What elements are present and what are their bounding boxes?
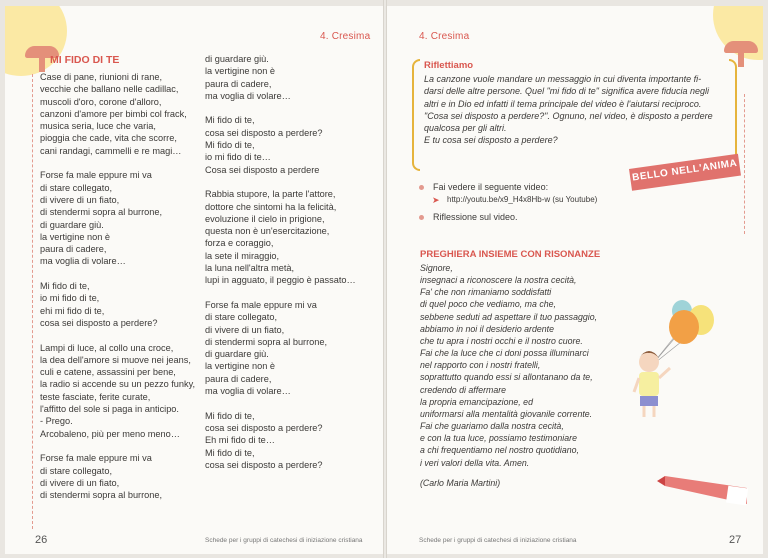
prayer-line: i veri valori della vita. Amen.: [420, 457, 530, 468]
balloons-icon: [651, 300, 714, 366]
prayer-title: PREGHIERA INSIEME CON RISONANZE: [420, 249, 601, 260]
lyric-line: evoluzione il cielo in prigione,: [205, 213, 325, 224]
lyric-line: pioggia che cade, vita che scorre,: [40, 133, 177, 144]
running-head: 4. Cresima: [419, 31, 470, 42]
lyric-line: muscoli d'oro, corone d'alloro,: [40, 96, 162, 107]
lyric-line: di stendermi sopra al burrone,: [40, 207, 163, 218]
prayer-line: di quel poco che vediamo, ma che,: [420, 299, 556, 310]
prayer-line: Fa' che non rimaniamo soddisfatti: [420, 287, 552, 298]
lyric-line: questa non è un'esercitazione,: [205, 226, 330, 237]
lyric-line: Mi fido di te,: [40, 281, 90, 292]
stanza: [40, 71, 210, 157]
lyric-line: cosa sei disposto a perdere?: [40, 317, 158, 328]
bullet-text: Riflessione sul video.: [433, 212, 518, 222]
lyric-line: di guardare giù.: [40, 219, 104, 230]
lyric-line: la vertigine non è: [40, 231, 110, 242]
dashed-margin-line: [32, 74, 33, 529]
lyric-line: la luna nell'altra metà,: [205, 263, 295, 274]
prayer-line: insegnaci a riconoscere la nostra cecità,: [420, 275, 577, 286]
prayer-line: abbiamo in noi il desiderio ardente: [420, 323, 554, 334]
lyric-line: di vivere di un fiato,: [40, 194, 120, 205]
lyric-line: culi e catene, assassini per bene,: [40, 367, 176, 378]
lyric-line: Forse fa male eppure mi va: [205, 299, 317, 310]
lyric-line: cosa sei disposto a perdere?: [205, 459, 323, 470]
prayer-line: a chi frequentiamo nel nostro quotidiano,: [420, 445, 579, 456]
lyric-line: ma voglia di volare…: [205, 386, 291, 397]
stanza: [205, 114, 375, 175]
lyric-line: di vivere di un fiato,: [40, 477, 120, 488]
lyric-line: cani randagi, cammelli e re magi…: [40, 145, 182, 156]
prayer-author: (Carlo Maria Martini): [420, 478, 501, 488]
lyric-line: teste fasciate, ferite curate,: [40, 391, 151, 402]
reflection-line: E tu cosa sei disposto a perdere?: [424, 135, 558, 146]
lyric-line: Case di pane, riunioni di rane,: [40, 72, 163, 82]
lyric-line: di stare collegato,: [40, 182, 113, 193]
illustration-layer: [387, 6, 763, 554]
lyric-line: - Prego.: [40, 416, 73, 427]
stanza: [205, 188, 375, 286]
lyric-line: la vertigine non è: [205, 66, 275, 77]
prayer-line: che tu apra i nostri occhi e il nostro cuore.: [420, 335, 583, 346]
lyric-line: Mi fido di te,: [205, 410, 255, 421]
left-page: [5, 6, 383, 554]
lyrics-column-2: [205, 53, 375, 483]
reflection-line: La canzone vuole mandare un messaggio in cui diventa importante fi-: [424, 74, 702, 84]
video-link[interactable]: http://youtu.be/x9_H4x8Hb-w (su Youtube): [447, 194, 598, 204]
lyric-line: Mi fido di te,: [205, 140, 255, 151]
lyric-line: Rabbia stupore, la parte l'attore,: [205, 189, 336, 200]
running-head: 4. Cresima: [320, 31, 371, 42]
lyric-line: di guardare giù.: [205, 349, 269, 360]
lyric-line: paura di cadere,: [40, 244, 107, 255]
lyric-line: canzoni d'amore per bimbi col frack,: [40, 108, 187, 119]
lyric-line: vecchie che ballano nelle cadillac,: [40, 84, 179, 95]
stanza: [40, 452, 210, 501]
lyric-line: Eh mi fido di te…: [205, 435, 275, 446]
prayer-line: credendo di affermare: [420, 384, 507, 395]
prayer-line: nel rapporto con i nostri fratelli,: [420, 360, 541, 371]
lyric-line: Cosa sei disposto a perdere: [205, 164, 320, 175]
lyric-line: io mi fido di te,: [40, 293, 100, 304]
page-number: 26: [35, 534, 48, 546]
page-footer: Schede per i gruppi di catechesi di iniziazione cristiana: [205, 537, 363, 544]
reflection-line: altri e in Dio ed infatti il tema principale del video è l'aiutarsi reciproco.: [424, 98, 702, 109]
prayer-line: soprattutto quando essi si allontanano da te,: [420, 372, 593, 383]
lyric-line: la vertigine non è: [205, 361, 275, 372]
lyric-line: Mi fido di te,: [205, 115, 255, 126]
boy-illustration: [634, 351, 670, 417]
lyric-line: Lampi di luce, al collo una croce,: [40, 342, 174, 353]
lyric-line: lupi in agguato, il peggio è passato…: [205, 275, 356, 286]
arrow-right-icon: ➤: [432, 194, 440, 205]
lyric-line: Arcobaleno, più per meno meno…: [40, 428, 180, 439]
reflection-line: darsi delle altre persone. Quel "mi fido di te" significa avere fiducia negli: [424, 86, 710, 97]
prayer-line: uniformarsi alla mentalità giovanile corrente.: [420, 408, 593, 419]
stanza: [205, 410, 375, 471]
prayer-line: Signore,: [420, 263, 453, 273]
banner-text: BELLO NELL'ANIMA: [631, 157, 739, 184]
lyric-line: di stare collegato,: [40, 465, 113, 476]
reflection-line: qualcosa per gli altri.: [424, 123, 507, 134]
lyric-line: la sete il miraggio,: [205, 250, 280, 261]
lyric-line: Forse fa male eppure mi va: [40, 170, 152, 181]
lyric-line: Forse fa male eppure mi va: [40, 453, 152, 464]
lyric-line: Mi fido di te,: [205, 447, 255, 458]
prayer-line: e con la tua luce, possiamo testimoniare: [420, 433, 577, 444]
lyric-line: paura di cadere,: [205, 78, 272, 89]
lyric-line: di stare collegato,: [205, 312, 278, 323]
lyric-line: la dea dell'amore si muove nei jeans,: [40, 354, 191, 365]
lyric-line: cosa sei disposto a perdere?: [205, 127, 323, 138]
lyric-line: cosa sei disposto a perdere?: [205, 422, 323, 433]
reflection-title: Riflettiamo: [424, 60, 474, 71]
lyric-line: io mi fido di te…: [205, 152, 271, 163]
lyric-line: di stendermi sopra al burrone,: [205, 336, 328, 347]
lyric-line: paura di cadere,: [205, 373, 272, 384]
lyrics-column-1: [40, 71, 210, 514]
stanza: [205, 53, 375, 102]
prayer-line: la propria emancipazione, ed: [420, 396, 533, 407]
lyric-line: dottore che sintomi ha la felicità,: [205, 201, 337, 212]
lyric-line: di stendermi sopra al burrone,: [40, 490, 163, 501]
lyric-line: di vivere di un fiato,: [205, 324, 285, 335]
song-title: MI FIDO DI TE: [50, 54, 120, 66]
lyric-line: ma voglia di volare…: [205, 90, 291, 101]
prayer-line: sebbene seduti ad aspettare il tuo passaggio,: [420, 311, 598, 322]
lyric-line: forza e coraggio,: [205, 238, 274, 249]
stanza: [205, 299, 375, 397]
prayer-line: Fai che la luce che ci doni possa illuminarci: [420, 348, 589, 359]
lyric-line: musica seria, luce che varia,: [40, 121, 156, 132]
lyric-line: ma voglia di volare…: [40, 256, 126, 267]
lyric-line: ehi mi fido di te,: [40, 305, 105, 316]
lyric-line: di guardare giù.: [205, 54, 269, 64]
stanza: [40, 342, 210, 440]
stanza: [40, 280, 210, 329]
page-number: 27: [729, 534, 742, 546]
reflection-line: "Cosa sei disposto a perdere?". Ognuno, nel video, è disposto a perdere: [424, 110, 713, 121]
stanza: [40, 169, 210, 267]
right-page: [387, 6, 763, 554]
prayer-line: Fai che guariamo dalla nostra cecità,: [420, 421, 564, 432]
bullet-text: Fai vedere il seguente video:: [433, 182, 549, 192]
lyric-line: l'affitto del sole si paga in anticipo.: [40, 404, 179, 415]
lyric-line: la radio si accende su un pezzo funky,: [40, 379, 196, 390]
page-footer: Schede per i gruppi di catechesi di iniziazione cristiana: [419, 537, 577, 544]
pencil-icon: [657, 476, 748, 505]
